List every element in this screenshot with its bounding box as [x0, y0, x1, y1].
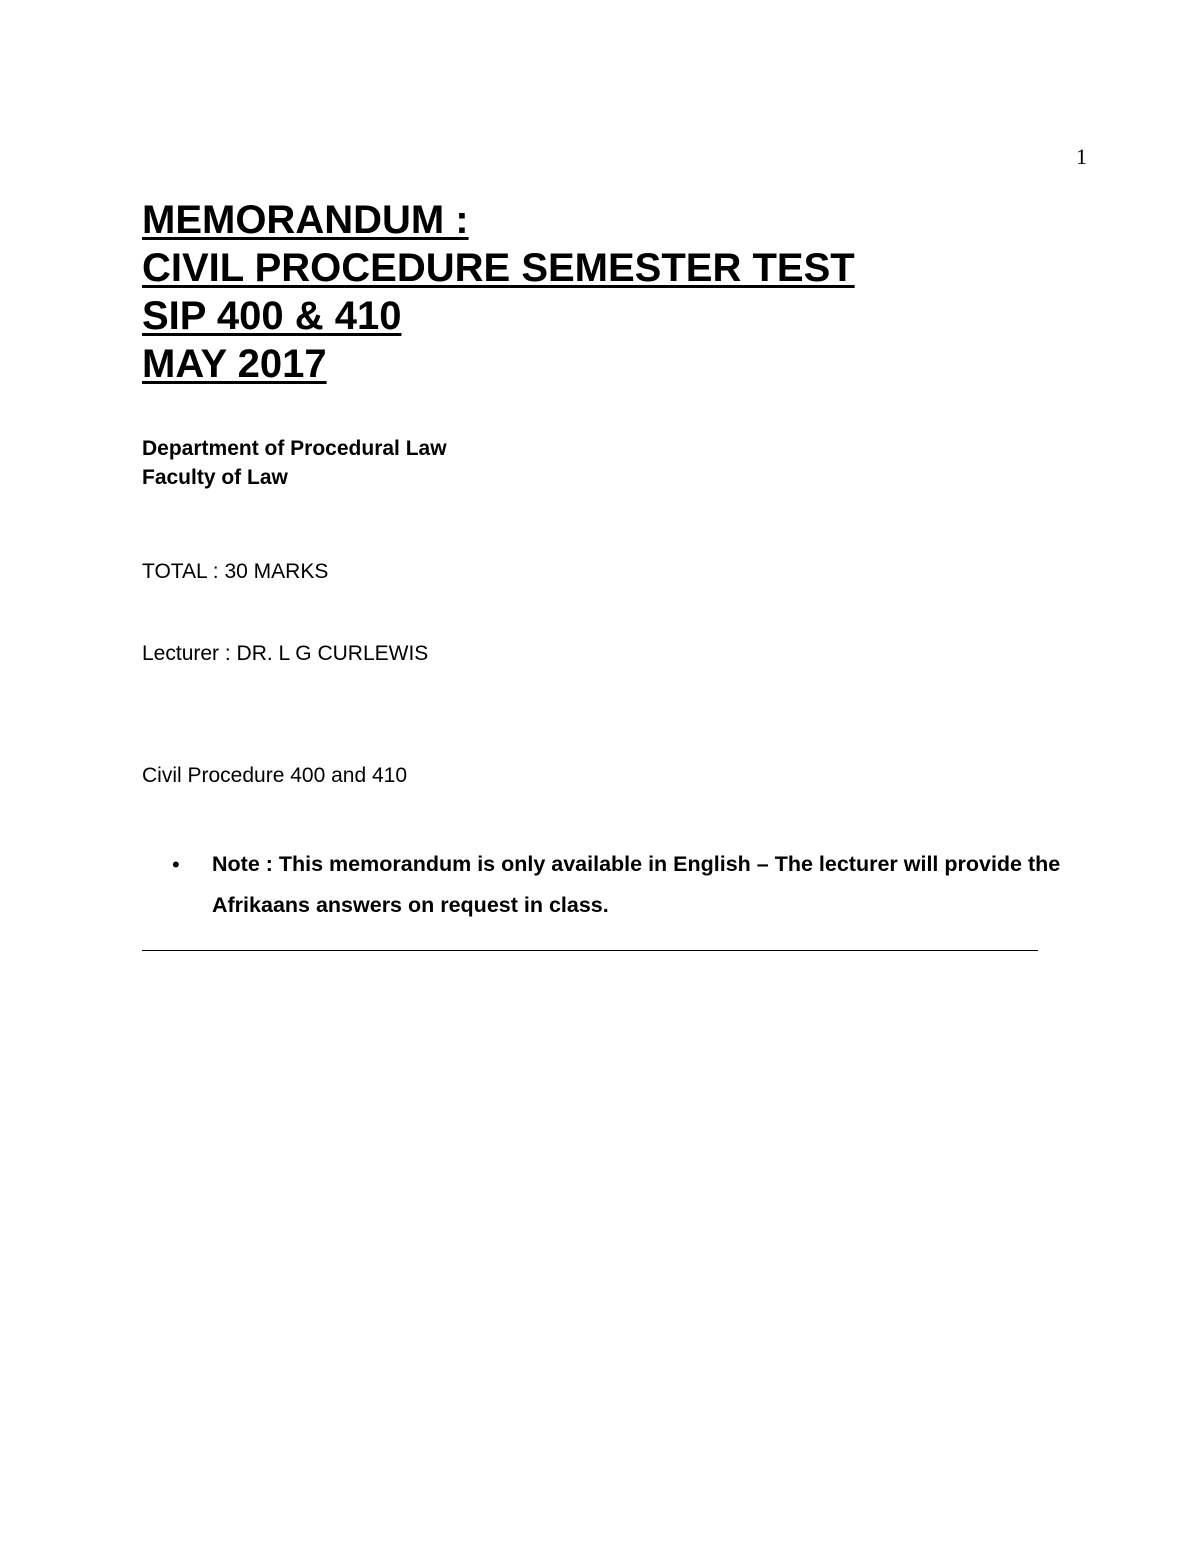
department-block — [142, 434, 447, 492]
title-line: SIP 400 & 410 — [142, 294, 402, 338]
faculty-name: Faculty of Law — [142, 466, 288, 489]
page-number: 1 — [1076, 144, 1087, 169]
total-marks: TOTAL : 30 MARKS — [142, 560, 329, 583]
title-line: CIVIL PROCEDURE SEMESTER TEST — [142, 246, 855, 290]
note-item — [172, 844, 1112, 926]
bullet-icon: • — [172, 852, 180, 877]
course-line: Civil Procedure 400 and 410 — [142, 764, 408, 787]
horizontal-divider — [142, 950, 1038, 951]
title-line: MAY 2017 — [142, 342, 327, 386]
department-name: Department of Procedural Law — [142, 437, 447, 460]
title-line: MEMORANDUM : — [142, 198, 469, 242]
memorandum-title — [142, 196, 855, 388]
lecturer-line: Lecturer : DR. L G CURLEWIS — [142, 642, 429, 665]
note-text: Note : This memorandum is only available in English – The lecturer will provide the Afrikaans answers on request in class. — [212, 852, 1061, 917]
